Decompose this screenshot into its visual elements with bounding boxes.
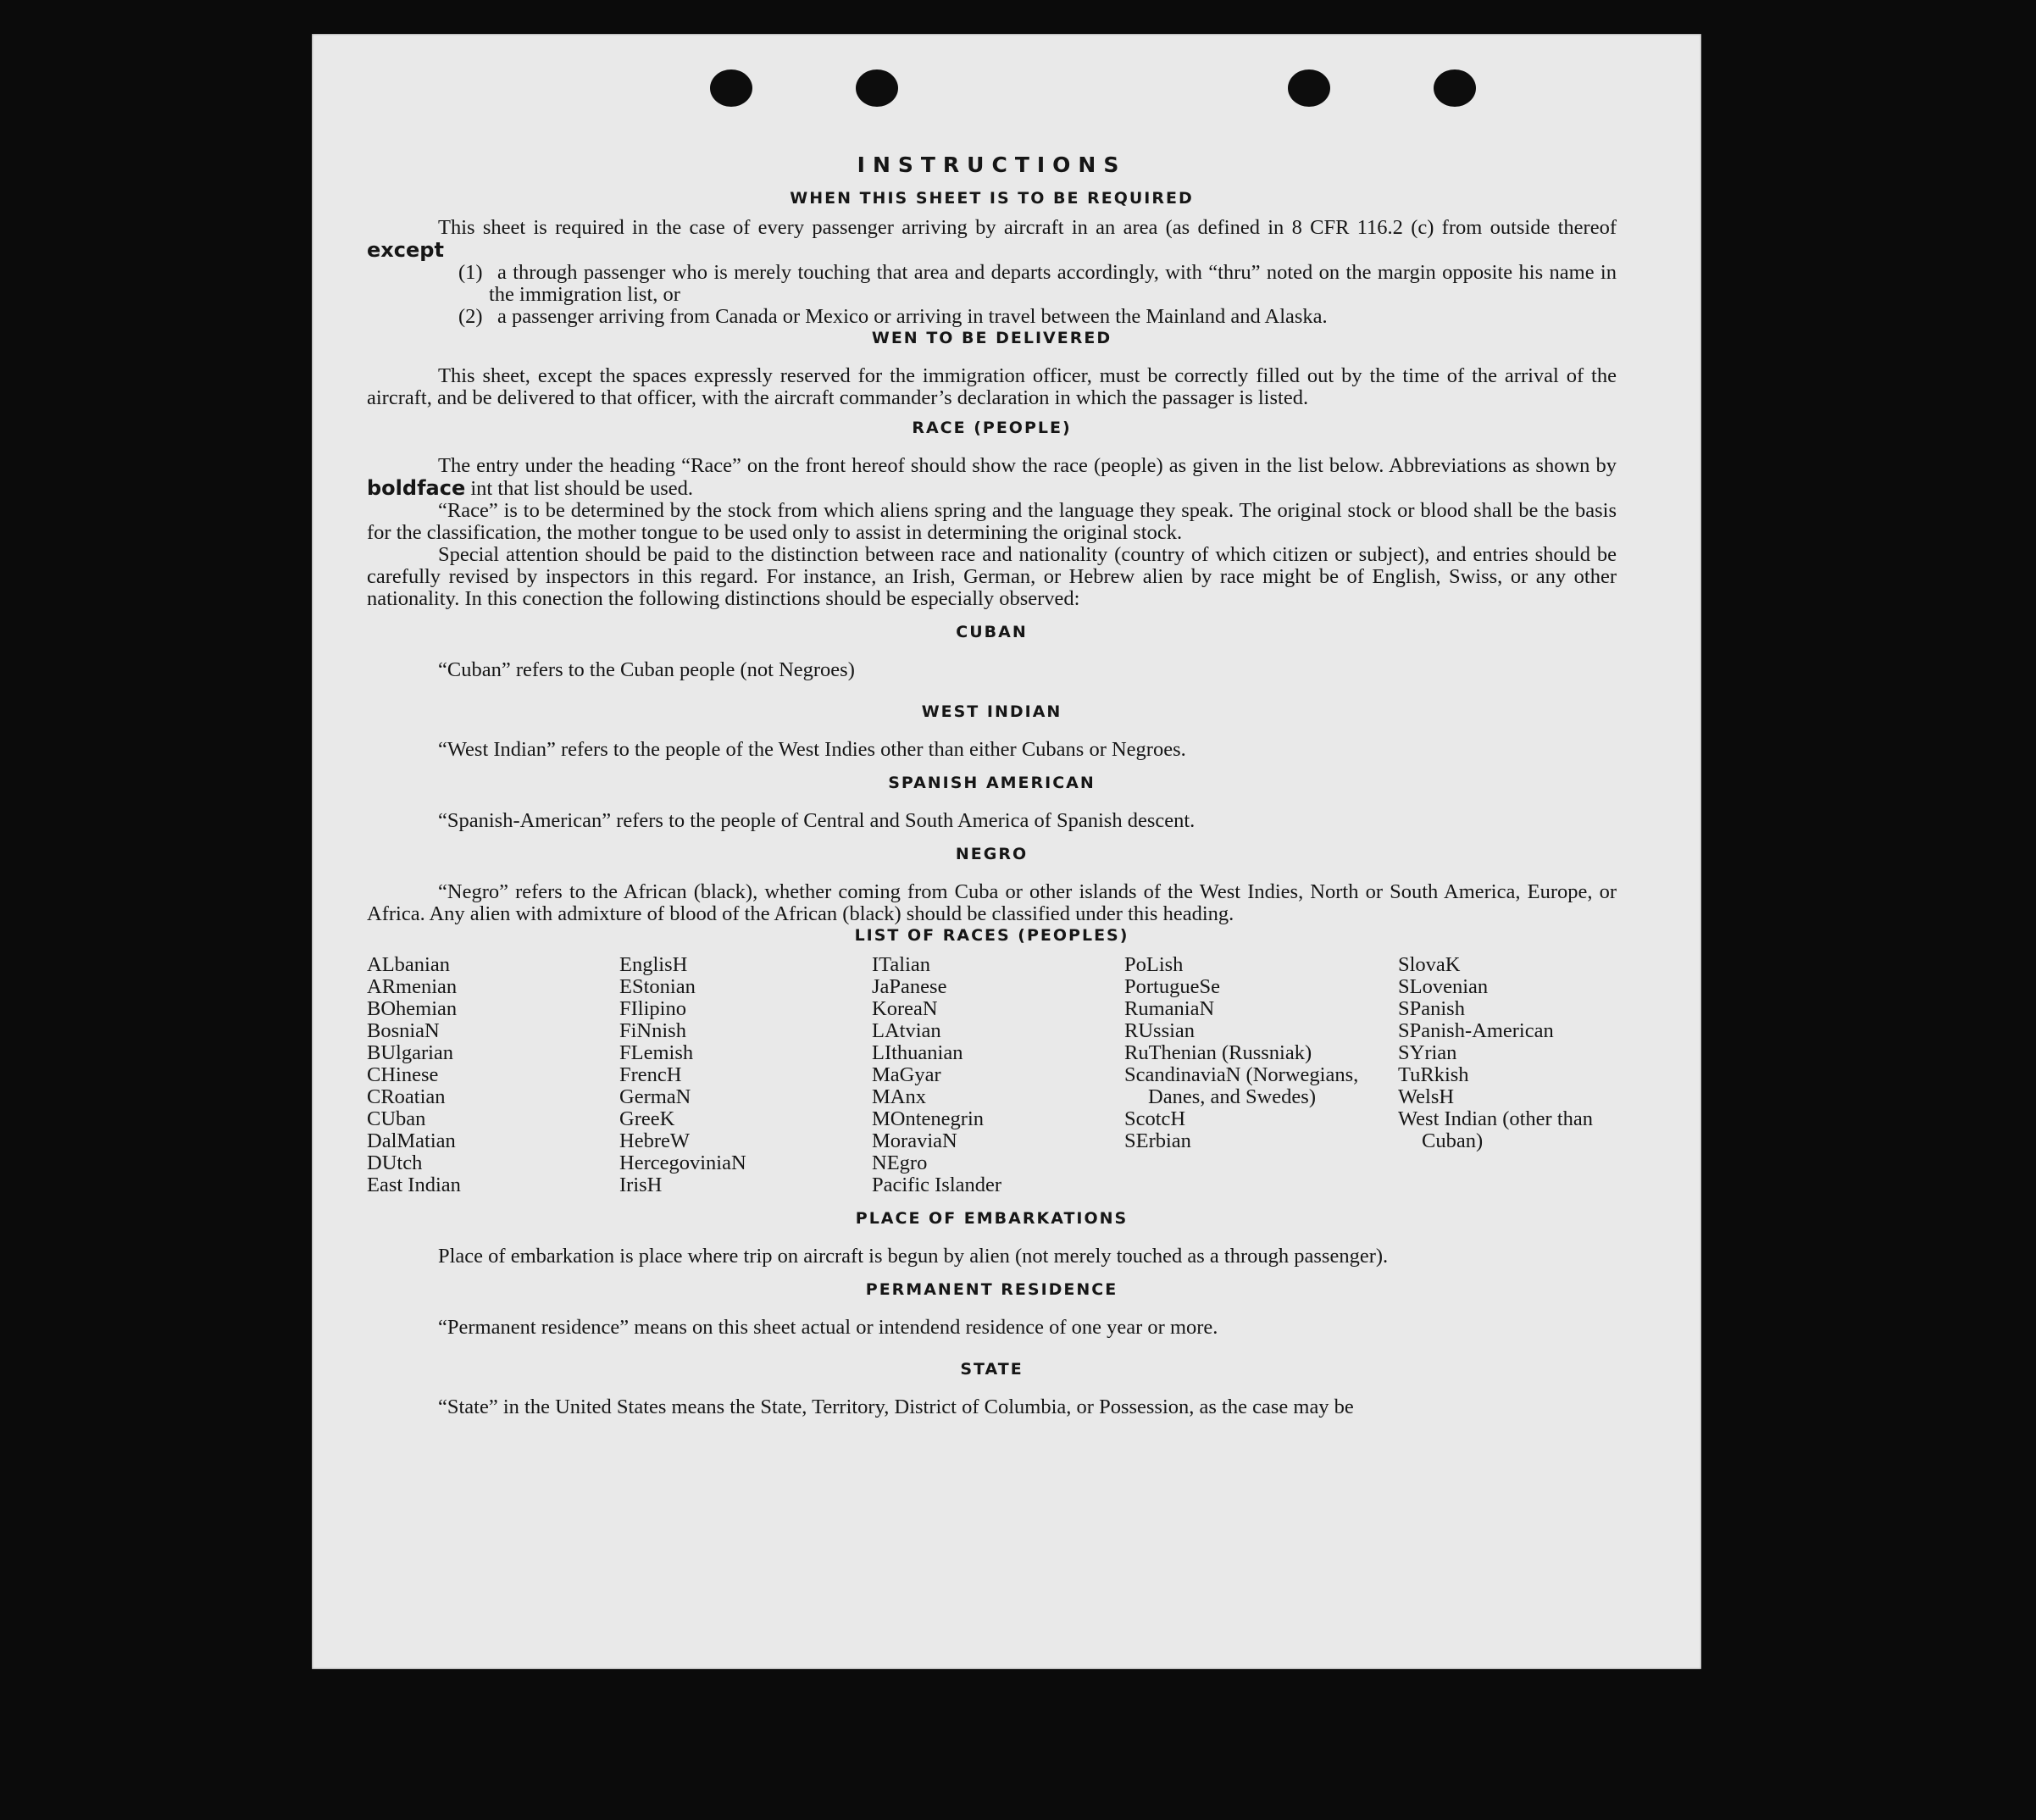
cuban-text: “Cuban” refers to the Cuban people (not Negroes) (438, 658, 855, 681)
race-item: WelsH (1398, 1085, 1455, 1108)
race-paragraph-3: Special attention should be paid to the distinction between race and nationality (country of which citizen or subject), and entries should be carefully revised by inspectors in this regard. For instance, an Irish, German, or Hebrew alien by race might be of English, Swiss, or any other nationality. In this conection the following distinctions should be especially observed: (367, 543, 1617, 610)
race-item: ITalian (872, 953, 931, 976)
race-item: BosniaN (367, 1019, 440, 1042)
races-column-1 (367, 954, 619, 1196)
heading-permanent-residence: PERMANENT RESIDENCE (865, 1280, 1118, 1299)
race-item: TuRkish (1398, 1063, 1469, 1086)
heading-race: RACE (PEOPLE) (912, 419, 1072, 437)
west-indian-text: “West Indian” refers to the people of the West Indies other than either Cubans or Negroes. (438, 738, 1186, 761)
embarkation-text: Place of embarkation is place where trip on aircraft is begun by alien (not merely touched as a through passenger). (438, 1245, 1389, 1268)
punch-hole (1434, 69, 1476, 107)
race-item: GermaN (619, 1085, 691, 1108)
race-item: East Indian (367, 1174, 461, 1196)
race-item: ScandinaviaN (Norwegians, Danes, and Swedes) (1124, 1063, 1359, 1108)
punch-hole (1288, 69, 1330, 107)
when-delivered-text: This sheet, except the spaces expressly reserved for the immigration officer, must be correctly filled out by the time of the arrival of the aircraft, and be delivered to that officer, with the aircraft commander’s declaration in which the passager is listed. (367, 364, 1617, 409)
heading-when-delivered: WEN TO BE DELIVERED (871, 329, 1112, 347)
race-item: SErbian (1124, 1129, 1191, 1152)
heading-when-required: WHEN THIS SHEET IS TO BE REQUIRED (790, 189, 1194, 208)
race-item: West Indian (other than Cuban) (1398, 1107, 1594, 1152)
heading-negro: NEGRO (955, 845, 1029, 863)
race-item: RumaniaN (1124, 997, 1215, 1020)
race-item: SYrian (1398, 1041, 1457, 1064)
race-item: HebreW (619, 1129, 690, 1152)
race-item: CUban (367, 1107, 426, 1130)
races-column-4 (1124, 954, 1398, 1196)
residence-text: “Permanent residence” means on this sheet actual or intendend residence of one year or more. (438, 1316, 1218, 1339)
race-item: SlovaK (1398, 953, 1461, 976)
race-item: MAnx (872, 1085, 926, 1108)
boldface-word: boldface (367, 476, 466, 500)
heading-cuban: CUBAN (956, 623, 1028, 641)
race-item: FrencH (619, 1063, 682, 1086)
race-item: EStonian (619, 975, 696, 998)
race-item: CHinese (367, 1063, 439, 1086)
race-paragraph-1: The entry under the heading “Race” on the front hereof should show the race (people) as given in the list below. Abbreviations as shown by boldface int that list should be used. (367, 454, 1617, 500)
races-column-3 (872, 954, 1124, 1196)
heading-state: STATE (960, 1360, 1024, 1379)
heading-embarkation: PLACE OF EMBARKATIONS (855, 1209, 1129, 1228)
race-item: ScotcH (1124, 1107, 1186, 1130)
race-item: MoraviaN (872, 1129, 957, 1152)
race-item: DalMatian (367, 1129, 456, 1152)
document-body (367, 153, 1617, 1418)
spanish-american-text: “Spanish-American” refers to the people of Central and South America of Spanish descent. (438, 809, 1196, 832)
race-item: RUssian (1124, 1019, 1196, 1042)
race-item: KoreaN (872, 997, 938, 1020)
races-column-2 (619, 954, 872, 1196)
race-item: FLemish (619, 1041, 694, 1064)
race-item: PortugueSe (1124, 975, 1220, 998)
race-item: FIlipino (619, 997, 686, 1020)
document-sheet (312, 34, 1701, 1669)
exception-item-1: (1) a through passenger who is merely touching that area and departs accordingly, with “thru” noted on the margin opposite his name in the immigration list, or (458, 261, 1617, 306)
races-list (367, 954, 1617, 1196)
race-item: LIthuanian (872, 1041, 963, 1064)
race-item: JaPanese (872, 975, 947, 998)
race-item: MaGyar (872, 1063, 941, 1086)
exception-item-2: (2) a passenger arriving from Canada or Mexico or arriving in travel between the Mainland and Alaska. (458, 305, 1328, 328)
race-item: Pacific Islander (872, 1174, 1002, 1196)
heading-west-indian: WEST INDIAN (921, 702, 1062, 721)
races-column-5 (1398, 954, 1601, 1196)
race-item: BOhemian (367, 997, 458, 1020)
race-item: BUlgarian (367, 1041, 454, 1064)
race-item: LAtvian (872, 1019, 941, 1042)
when-required-intro: This sheet is required in the case of every passenger arriving by aircraft in an area (as defined in 8 CFR 116.2 (c) from outside thereof except (367, 216, 1617, 262)
race-item: EnglisH (619, 953, 688, 976)
race-item: NEgro (872, 1151, 928, 1174)
race-item: ALbanian (367, 953, 450, 976)
punch-hole (710, 69, 752, 107)
race-item: DUtch (367, 1151, 423, 1174)
race-paragraph-2: “Race” is to be determined by the stock from which aliens spring and the language they speak. The original stock or blood shall be the basis for the classification, the mother tongue to be used only to assist in determining the original stock. (367, 499, 1617, 544)
negro-text: “Negro” refers to the African (black), whether coming from Cuba or other islands of the West Indies, North or South America, Europe, or Africa. Any alien with admixture of blood of the African (black) should be classified under this heading. (367, 880, 1617, 925)
state-text: “State” in the United States means the State, Territory, District of Columbia, or Possession, as the case may be (438, 1396, 1354, 1418)
race-item: GreeK (619, 1107, 675, 1130)
race-item: HercegoviniaN (619, 1151, 746, 1174)
race-item: SLovenian (1398, 975, 1489, 998)
race-item: SPanish (1398, 997, 1465, 1020)
race-item: IrisH (619, 1174, 663, 1196)
race-item: ARmenian (367, 975, 458, 998)
heading-spanish-american: SPANISH AMERICAN (888, 774, 1096, 792)
race-item: RuThenian (Russniak) (1124, 1041, 1312, 1064)
race-item: CRoatian (367, 1085, 446, 1108)
race-item: PoLish (1124, 953, 1184, 976)
heading-list-of-races: LIST OF RACES (PEOPLES) (854, 926, 1129, 945)
punch-hole (856, 69, 898, 107)
race-item: FiNnish (619, 1019, 686, 1042)
race-item: SPanish-American (1398, 1019, 1554, 1042)
race-item: MOntenegrin (872, 1107, 984, 1130)
page-title: INSTRUCTIONS (857, 153, 1127, 177)
except-word: except (367, 238, 444, 262)
